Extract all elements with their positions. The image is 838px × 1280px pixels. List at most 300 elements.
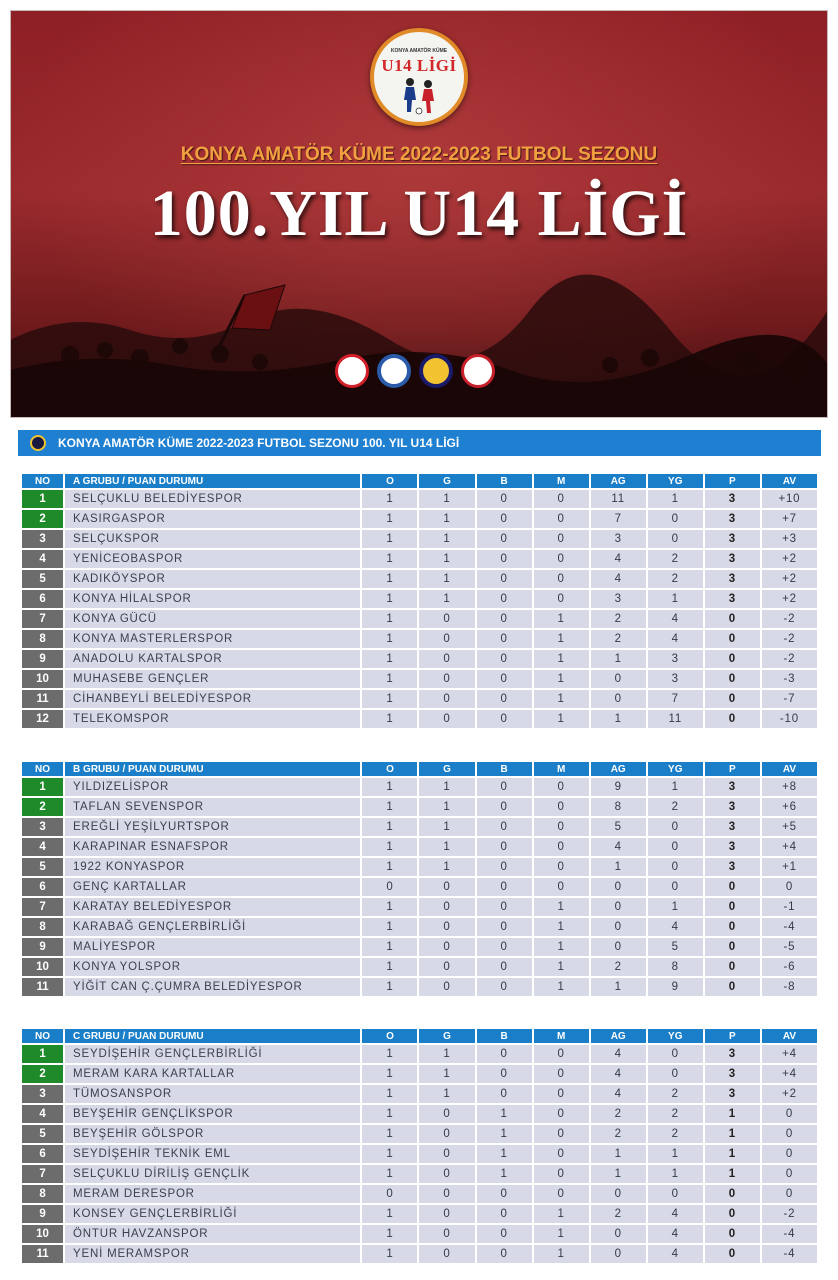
ag-cell: 9 — [591, 778, 646, 796]
team-name-cell: KONYA GÜCÜ — [65, 610, 360, 628]
p-cell: 0 — [705, 1225, 760, 1243]
o-cell: 1 — [362, 490, 417, 508]
b-cell: 0 — [477, 838, 532, 856]
column-header-g: G — [419, 762, 474, 776]
av-cell: -6 — [762, 958, 817, 976]
p-cell: 0 — [705, 630, 760, 648]
g-cell: 0 — [419, 1185, 474, 1203]
rank-cell: 8 — [22, 1185, 63, 1203]
o-cell: 1 — [362, 1245, 417, 1263]
b-cell: 0 — [477, 938, 532, 956]
yg-cell: 0 — [648, 1185, 703, 1203]
rank-cell: 1 — [22, 1045, 63, 1063]
team-name-cell: YENİ MERAMSPOR — [65, 1245, 360, 1263]
o-cell: 1 — [362, 798, 417, 816]
g-cell: 0 — [419, 1205, 474, 1223]
team-name-cell: SEYDİŞEHİR GENÇLERBİRLİĞİ — [65, 1045, 360, 1063]
m-cell: 0 — [534, 1145, 589, 1163]
o-cell: 1 — [362, 690, 417, 708]
p-cell: 3 — [705, 550, 760, 568]
p-cell: 0 — [705, 978, 760, 996]
column-header-g: G — [419, 474, 474, 488]
g-cell: 1 — [419, 838, 474, 856]
p-cell: 0 — [705, 650, 760, 668]
b-cell: 0 — [477, 798, 532, 816]
av-cell: +1 — [762, 858, 817, 876]
m-cell: 0 — [534, 1105, 589, 1123]
yg-cell: 0 — [648, 1065, 703, 1083]
ag-cell: 5 — [591, 818, 646, 836]
o-cell: 1 — [362, 1125, 417, 1143]
g-cell: 0 — [419, 938, 474, 956]
m-cell: 0 — [534, 1125, 589, 1143]
ag-cell: 0 — [591, 670, 646, 688]
tff-emblem-icon — [461, 354, 495, 388]
table-row — [22, 1105, 817, 1123]
column-header-av: AV — [762, 1029, 817, 1043]
av-cell: 0 — [762, 1105, 817, 1123]
g-cell: 0 — [419, 630, 474, 648]
o-cell: 0 — [362, 878, 417, 896]
g-cell: 1 — [419, 550, 474, 568]
column-header-m: M — [534, 762, 589, 776]
ag-cell: 4 — [591, 550, 646, 568]
ag-cell: 3 — [591, 530, 646, 548]
table-row — [22, 550, 817, 568]
column-header-ag: AG — [591, 474, 646, 488]
table-row — [22, 1205, 817, 1223]
group-header: C GRUBU / PUAN DURUMU — [65, 1029, 360, 1043]
yg-cell: 1 — [648, 1145, 703, 1163]
table-row — [22, 610, 817, 628]
table-row — [22, 1085, 817, 1103]
group-header: B GRUBU / PUAN DURUMU — [65, 762, 360, 776]
yg-cell: 1 — [648, 590, 703, 608]
gsb-emblem-icon — [335, 354, 369, 388]
logo-top-text: KONYA AMATÖR KÜME — [390, 48, 448, 54]
av-cell: +4 — [762, 838, 817, 856]
no-header: NO — [22, 474, 63, 488]
rank-cell: 4 — [22, 1105, 63, 1123]
o-cell: 1 — [362, 858, 417, 876]
p-cell: 3 — [705, 798, 760, 816]
rank-cell: 4 — [22, 550, 63, 568]
askf-emblem-icon — [377, 354, 411, 388]
av-cell: +4 — [762, 1045, 817, 1063]
m-cell: 1 — [534, 1205, 589, 1223]
g-cell: 0 — [419, 1225, 474, 1243]
rank-cell: 1 — [22, 490, 63, 508]
g-cell: 0 — [419, 1125, 474, 1143]
m-cell: 0 — [534, 590, 589, 608]
m-cell: 0 — [534, 778, 589, 796]
b-cell: 0 — [477, 650, 532, 668]
ag-cell: 1 — [591, 710, 646, 728]
ag-cell: 0 — [591, 690, 646, 708]
p-cell: 0 — [705, 878, 760, 896]
m-cell: 1 — [534, 650, 589, 668]
p-cell: 3 — [705, 530, 760, 548]
yg-cell: 1 — [648, 1165, 703, 1183]
o-cell: 1 — [362, 778, 417, 796]
group-header: A GRUBU / PUAN DURUMU — [65, 474, 360, 488]
b-cell: 0 — [477, 530, 532, 548]
o-cell: 1 — [362, 670, 417, 688]
m-cell: 0 — [534, 1045, 589, 1063]
b-cell: 0 — [477, 570, 532, 588]
column-header-g: G — [419, 1029, 474, 1043]
table-row — [22, 858, 817, 876]
m-cell: 1 — [534, 978, 589, 996]
team-name-cell: GENÇ KARTALLAR — [65, 878, 360, 896]
m-cell: 0 — [534, 490, 589, 508]
b-cell: 1 — [477, 1145, 532, 1163]
rank-cell: 5 — [22, 858, 63, 876]
team-name-cell: YILDIZELİSPOR — [65, 778, 360, 796]
table-row — [22, 978, 817, 996]
column-header-yg: YG — [648, 474, 703, 488]
g-cell: 1 — [419, 490, 474, 508]
g-cell: 1 — [419, 858, 474, 876]
p-cell: 1 — [705, 1145, 760, 1163]
table-row — [22, 898, 817, 916]
g-cell: 0 — [419, 978, 474, 996]
yg-cell: 4 — [648, 610, 703, 628]
no-header: NO — [22, 1029, 63, 1043]
b-cell: 0 — [477, 590, 532, 608]
table-row — [22, 490, 817, 508]
p-cell: 3 — [705, 778, 760, 796]
team-name-cell: MERAM DERESPOR — [65, 1185, 360, 1203]
g-cell: 0 — [419, 1145, 474, 1163]
rank-cell: 8 — [22, 918, 63, 936]
av-cell: +3 — [762, 530, 817, 548]
yg-cell: 8 — [648, 958, 703, 976]
av-cell: -4 — [762, 1245, 817, 1263]
p-cell: 0 — [705, 898, 760, 916]
rank-cell: 7 — [22, 898, 63, 916]
ag-cell: 2 — [591, 958, 646, 976]
p-cell: 0 — [705, 710, 760, 728]
b-cell: 0 — [477, 818, 532, 836]
av-cell: -1 — [762, 898, 817, 916]
o-cell: 1 — [362, 650, 417, 668]
column-header-p: P — [705, 474, 760, 488]
yg-cell: 0 — [648, 878, 703, 896]
table-row — [22, 1045, 817, 1063]
yg-cell: 2 — [648, 1125, 703, 1143]
m-cell: 0 — [534, 530, 589, 548]
ag-cell: 1 — [591, 858, 646, 876]
rank-cell: 11 — [22, 690, 63, 708]
column-header-o: O — [362, 1029, 417, 1043]
av-cell: +2 — [762, 550, 817, 568]
table-row — [22, 838, 817, 856]
b-cell: 0 — [477, 610, 532, 628]
b-cell: 0 — [477, 690, 532, 708]
table-header-row — [22, 762, 817, 776]
g-cell: 1 — [419, 530, 474, 548]
ag-cell: 4 — [591, 838, 646, 856]
rank-cell: 9 — [22, 650, 63, 668]
table-row — [22, 1185, 817, 1203]
p-cell: 0 — [705, 938, 760, 956]
team-name-cell: TAFLAN SEVENSPOR — [65, 798, 360, 816]
amator-kume-emblem-icon — [419, 354, 453, 388]
o-cell: 1 — [362, 710, 417, 728]
b-cell: 1 — [477, 1105, 532, 1123]
column-header-b: B — [477, 474, 532, 488]
av-cell: -3 — [762, 670, 817, 688]
rank-cell: 4 — [22, 838, 63, 856]
g-cell: 0 — [419, 1105, 474, 1123]
team-name-cell: SELÇUKLU BELEDİYESPOR — [65, 490, 360, 508]
rank-cell: 1 — [22, 778, 63, 796]
table-row — [22, 878, 817, 896]
o-cell: 1 — [362, 550, 417, 568]
rank-cell: 2 — [22, 798, 63, 816]
yg-cell: 1 — [648, 490, 703, 508]
av-cell: +5 — [762, 818, 817, 836]
rank-cell: 7 — [22, 1165, 63, 1183]
o-cell: 1 — [362, 510, 417, 528]
m-cell: 1 — [534, 690, 589, 708]
team-name-cell: YENİCEOBASPOR — [65, 550, 360, 568]
rank-cell: 9 — [22, 1205, 63, 1223]
team-name-cell: KONYA HİLALSPOR — [65, 590, 360, 608]
ag-cell: 7 — [591, 510, 646, 528]
ag-cell: 0 — [591, 878, 646, 896]
o-cell: 1 — [362, 838, 417, 856]
yg-cell: 4 — [648, 1225, 703, 1243]
p-cell: 3 — [705, 570, 760, 588]
team-name-cell: SEYDİŞEHİR TEKNİK EML — [65, 1145, 360, 1163]
p-cell: 0 — [705, 918, 760, 936]
p-cell: 3 — [705, 818, 760, 836]
o-cell: 1 — [362, 570, 417, 588]
table-row — [22, 1165, 817, 1183]
g-cell: 1 — [419, 1085, 474, 1103]
g-cell: 0 — [419, 650, 474, 668]
o-cell: 1 — [362, 958, 417, 976]
p-cell: 3 — [705, 510, 760, 528]
yg-cell: 0 — [648, 818, 703, 836]
m-cell: 0 — [534, 858, 589, 876]
b-cell: 0 — [477, 958, 532, 976]
o-cell: 1 — [362, 590, 417, 608]
table-row — [22, 630, 817, 648]
g-cell: 0 — [419, 610, 474, 628]
ag-cell: 0 — [591, 938, 646, 956]
table-row — [22, 570, 817, 588]
column-header-m: M — [534, 1029, 589, 1043]
team-name-cell: MERAM KARA KARTALLAR — [65, 1065, 360, 1083]
ag-cell: 4 — [591, 1085, 646, 1103]
m-cell: 0 — [534, 510, 589, 528]
column-header-av: AV — [762, 474, 817, 488]
yg-cell: 5 — [648, 938, 703, 956]
team-name-cell: BEYŞEHİR GÖLSPOR — [65, 1125, 360, 1143]
team-name-cell: BEYŞEHİR GENÇLİKSPOR — [65, 1105, 360, 1123]
o-cell: 1 — [362, 938, 417, 956]
ag-cell: 4 — [591, 1065, 646, 1083]
m-cell: 1 — [534, 958, 589, 976]
b-cell: 0 — [477, 1205, 532, 1223]
rank-cell: 7 — [22, 610, 63, 628]
g-cell: 0 — [419, 1245, 474, 1263]
ag-cell: 2 — [591, 630, 646, 648]
m-cell: 0 — [534, 1165, 589, 1183]
team-name-cell: TELEKOMSPOR — [65, 710, 360, 728]
yg-cell: 4 — [648, 1245, 703, 1263]
m-cell: 0 — [534, 838, 589, 856]
team-name-cell: KONYA MASTERLERSPOR — [65, 630, 360, 648]
logo-text: U14 LİGİ — [381, 56, 457, 75]
b-cell: 1 — [477, 1165, 532, 1183]
m-cell: 1 — [534, 670, 589, 688]
m-cell: 0 — [534, 798, 589, 816]
column-header-b: B — [477, 1029, 532, 1043]
b-cell: 0 — [477, 1045, 532, 1063]
b-cell: 1 — [477, 1125, 532, 1143]
league-title-text: KONYA AMATÖR KÜME 2022-2023 FUTBOL SEZONU 100. YIL U14 LİGİ — [58, 436, 460, 450]
column-header-av: AV — [762, 762, 817, 776]
table-row — [22, 650, 817, 668]
p-cell: 0 — [705, 610, 760, 628]
o-cell: 1 — [362, 818, 417, 836]
p-cell: 0 — [705, 670, 760, 688]
av-cell: 0 — [762, 1165, 817, 1183]
av-cell: +2 — [762, 590, 817, 608]
ag-cell: 0 — [591, 1225, 646, 1243]
team-name-cell: SELÇUKLU DİRİLİŞ GENÇLİK — [65, 1165, 360, 1183]
b-cell: 0 — [477, 710, 532, 728]
rank-cell: 2 — [22, 510, 63, 528]
o-cell: 1 — [362, 918, 417, 936]
team-name-cell: KARATAY BELEDİYESPOR — [65, 898, 360, 916]
p-cell: 3 — [705, 490, 760, 508]
g-cell: 0 — [419, 918, 474, 936]
o-cell: 1 — [362, 898, 417, 916]
b-cell: 0 — [477, 510, 532, 528]
av-cell: -2 — [762, 610, 817, 628]
av-cell: +2 — [762, 1085, 817, 1103]
rank-cell: 3 — [22, 1085, 63, 1103]
column-header-p: P — [705, 762, 760, 776]
o-cell: 1 — [362, 978, 417, 996]
p-cell: 1 — [705, 1125, 760, 1143]
rank-cell: 10 — [22, 1225, 63, 1243]
b-cell: 0 — [477, 1065, 532, 1083]
ag-cell: 1 — [591, 978, 646, 996]
column-header-o: O — [362, 762, 417, 776]
b-cell: 0 — [477, 878, 532, 896]
g-cell: 0 — [419, 878, 474, 896]
p-cell: 3 — [705, 1065, 760, 1083]
ag-cell: 1 — [591, 1165, 646, 1183]
p-cell: 0 — [705, 958, 760, 976]
ag-cell: 1 — [591, 650, 646, 668]
av-cell: 0 — [762, 1145, 817, 1163]
table-row — [22, 670, 817, 688]
g-cell: 1 — [419, 778, 474, 796]
o-cell: 1 — [362, 610, 417, 628]
table-row — [22, 938, 817, 956]
ag-cell: 11 — [591, 490, 646, 508]
ag-cell: 2 — [591, 1105, 646, 1123]
av-cell: -4 — [762, 918, 817, 936]
p-cell: 0 — [705, 1185, 760, 1203]
ag-cell: 2 — [591, 1205, 646, 1223]
m-cell: 1 — [534, 710, 589, 728]
g-cell: 1 — [419, 510, 474, 528]
rank-cell: 12 — [22, 710, 63, 728]
b-cell: 0 — [477, 630, 532, 648]
column-header-p: P — [705, 1029, 760, 1043]
rank-cell: 11 — [22, 978, 63, 996]
table-row — [22, 690, 817, 708]
p-cell: 1 — [705, 1105, 760, 1123]
ag-cell: 2 — [591, 1125, 646, 1143]
p-cell: 1 — [705, 1165, 760, 1183]
team-name-cell: KADIKÖYSPOR — [65, 570, 360, 588]
column-header-ag: AG — [591, 762, 646, 776]
players-icon — [394, 76, 444, 116]
league-logo — [370, 28, 468, 126]
yg-cell: 3 — [648, 650, 703, 668]
team-name-cell: KARABAĞ GENÇLERBİRLİĞİ — [65, 918, 360, 936]
av-cell: +7 — [762, 510, 817, 528]
m-cell: 0 — [534, 818, 589, 836]
header-banner — [10, 10, 828, 418]
table-row — [22, 818, 817, 836]
yg-cell: 0 — [648, 510, 703, 528]
m-cell: 1 — [534, 918, 589, 936]
group-c-standings-table — [20, 1027, 819, 1265]
b-cell: 0 — [477, 978, 532, 996]
rank-cell: 6 — [22, 590, 63, 608]
m-cell: 1 — [534, 898, 589, 916]
yg-cell: 2 — [648, 570, 703, 588]
column-header-b: B — [477, 762, 532, 776]
team-name-cell: CİHANBEYLİ BELEDİYESPOR — [65, 690, 360, 708]
av-cell: -2 — [762, 630, 817, 648]
o-cell: 0 — [362, 1185, 417, 1203]
team-name-cell: MALİYESPOR — [65, 938, 360, 956]
yg-cell: 2 — [648, 1085, 703, 1103]
league-title-bar — [18, 430, 821, 456]
o-cell: 1 — [362, 630, 417, 648]
yg-cell: 2 — [648, 550, 703, 568]
o-cell: 1 — [362, 1225, 417, 1243]
m-cell: 0 — [534, 1085, 589, 1103]
m-cell: 0 — [534, 878, 589, 896]
yg-cell: 2 — [648, 1105, 703, 1123]
table-row — [22, 590, 817, 608]
o-cell: 1 — [362, 1165, 417, 1183]
b-cell: 0 — [477, 1225, 532, 1243]
av-cell: -2 — [762, 1205, 817, 1223]
ag-cell: 0 — [591, 898, 646, 916]
team-name-cell: MUHASEBE GENÇLER — [65, 670, 360, 688]
av-cell: +2 — [762, 570, 817, 588]
b-cell: 0 — [477, 1185, 532, 1203]
rank-cell: 6 — [22, 878, 63, 896]
group-b-standings-table — [20, 760, 819, 998]
ag-cell: 8 — [591, 798, 646, 816]
yg-cell: 4 — [648, 918, 703, 936]
ag-cell: 4 — [591, 1045, 646, 1063]
